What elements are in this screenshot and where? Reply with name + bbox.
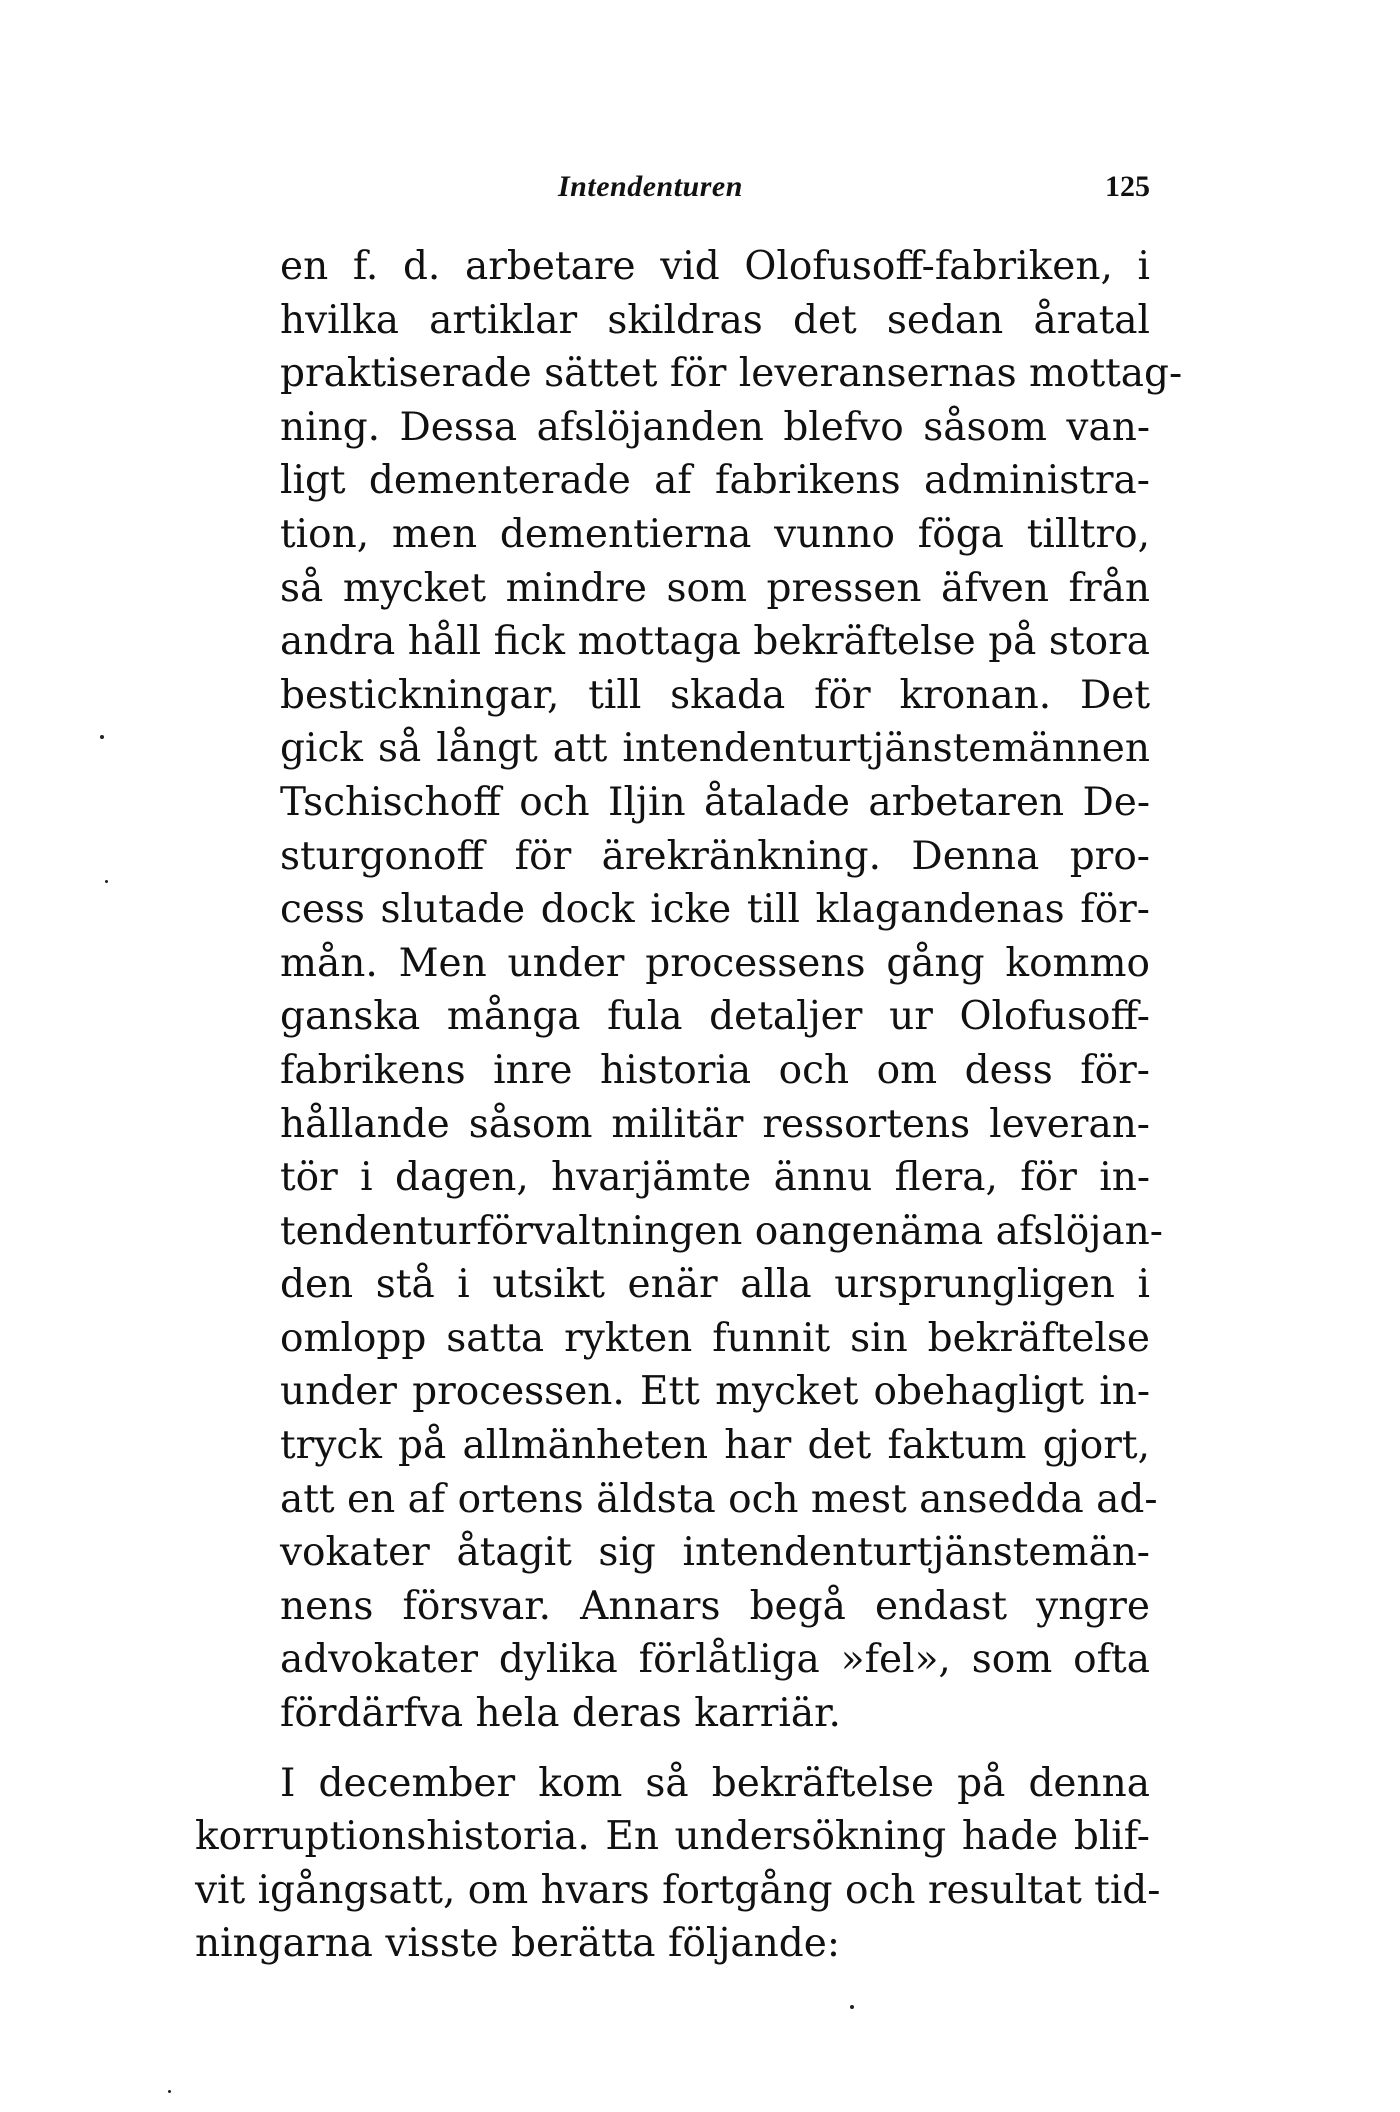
text-line: omlopp satta rykten funnit sin bekräftelse [280,1315,1150,1361]
text-line: hållande såsom militär ressortens leveran- [280,1101,1150,1147]
text-line: att en af ortens äldsta och mest ansedda ad- [280,1476,1158,1522]
text-line: praktiserade sättet för leveransernas mottag- [280,351,1183,397]
running-title: Intendenturen [558,170,743,203]
text-line: advokater dylika förlåtliga »fel», som ofta [280,1637,1150,1683]
text-line: ningarna visste berätta följande: [195,1921,840,1967]
text-line: hvilka artiklar skildras det sedan åratal [280,297,1150,343]
text-line: gick så långt att intendenturtjänstemännen [280,726,1150,772]
paragraph-gap [280,1741,1150,1757]
paragraph-1 [280,240,1183,1741]
print-speck [100,735,104,739]
print-speck [850,2005,854,2009]
text-line: den stå i utsikt enär alla ursprungligen i [280,1262,1150,1308]
text-line: tryck på allmänheten har det faktum gjort, [280,1423,1150,1469]
page-number: 125 [1105,170,1150,203]
text-line: en f. d. arbetare vid Olofusoff-fabriken, i [280,244,1150,289]
text-line: Tschischoff och Iljin åtalade arbetaren De- [280,779,1150,825]
text-line: så mycket mindre som pressen äfven från [280,565,1150,611]
print-speck [105,880,108,883]
paragraph-2 [195,1757,1161,1971]
text-line: korruptionshistoria. En undersökning hade blif- [195,1814,1150,1860]
body-text [195,240,1183,1971]
running-head [0,170,1150,210]
text-line: sturgonoff för ärekränkning. Denna pro- [280,833,1150,879]
text-line: cess slutade dock icke till klagandenas för- [280,887,1150,933]
text-line: I december kom så bekräftelse på denna [280,1760,1150,1806]
text-line: bestickningar, till skada för kronan. Det [280,672,1150,718]
text-line: tendenturförvaltningen oangenäma afslöjan- [280,1208,1163,1254]
text-line: ligt dementerade af fabrikens administra- [280,458,1150,504]
text-line: mån. Men under processens gång kommo [280,940,1150,986]
text-line: tör i dagen, hvarjämte ännu flera, för in- [280,1155,1150,1201]
text-line: vokater åtagit sig intendenturtjänstemän- [280,1530,1150,1576]
text-line: under processen. Ett mycket obehagligt in- [280,1369,1150,1415]
text-line: ganska många fula detaljer ur Olofusoff- [280,994,1150,1040]
text-line: nens försvar. Annars begå endast yngre [280,1583,1150,1629]
text-line: andra håll fick mottaga bekräftelse på stora [280,619,1150,665]
print-speck [168,2090,171,2093]
text-line: vit igångsatt, om hvars fortgång och resultat tid- [195,1867,1161,1913]
text-line: ning. Dessa afslöjanden blefvo såsom van- [280,404,1150,450]
text-line: fabrikens inre historia och om dess för- [280,1047,1150,1093]
text-line: fördärfva hela deras karriär. [280,1691,841,1737]
text-line: tion, men dementierna vunno föga tilltro, [280,511,1150,557]
